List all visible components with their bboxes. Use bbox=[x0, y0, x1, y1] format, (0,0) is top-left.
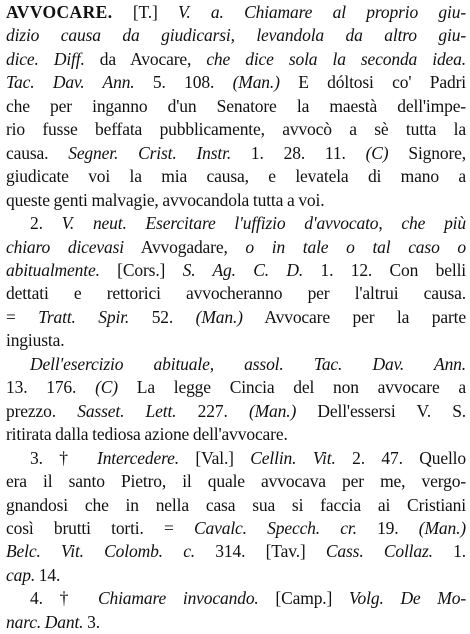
italic-text: dizio causa da giudicarsi, levandola da altro giu- bbox=[6, 25, 466, 46]
entry-text: prezzo. bbox=[6, 400, 78, 421]
entry-headword: AVVOCARE. bbox=[6, 2, 113, 22]
entry-text: 3. † bbox=[30, 447, 98, 468]
entry-text: così brutti torti. = bbox=[6, 517, 194, 538]
italic-text: Cavalc. Specch. cr. bbox=[193, 517, 357, 538]
entry-text: 1. bbox=[432, 541, 466, 562]
entry-line bbox=[6, 329, 466, 352]
italic-text: S. Ag. C. D. bbox=[182, 259, 304, 280]
entry-text: era il santo Pietro, il quale avvocava per me, vergo- bbox=[6, 471, 466, 492]
entry-text: 14. bbox=[35, 564, 61, 585]
entry-line bbox=[6, 353, 466, 376]
entry-line bbox=[6, 189, 466, 212]
italic-text: abitualmente. bbox=[6, 259, 100, 280]
italic-text: V. neut. Esercitare l'uffizio d'avvocato, che più bbox=[61, 213, 466, 234]
entry-line bbox=[6, 282, 466, 305]
entry-text: 52. bbox=[129, 306, 196, 327]
entry-text: 314. [Tav.] bbox=[195, 541, 326, 562]
entry-text: causa. bbox=[6, 142, 69, 163]
entry-text: Signore, bbox=[388, 142, 466, 163]
italic-text: Segner. Crist. Instr. bbox=[68, 142, 232, 163]
entry-text: da Avocare, bbox=[84, 48, 207, 69]
entry-text: [Cors.] bbox=[99, 259, 183, 280]
italic-text: (C) bbox=[95, 377, 118, 398]
entry-line bbox=[6, 540, 466, 563]
entry-line bbox=[6, 447, 466, 470]
entry-text: 1. 28. 11. bbox=[231, 142, 366, 163]
italic-text: Dell'esercizio abituale, assol. Tac. Dav. Ann. bbox=[30, 353, 466, 374]
entry-text: giudicate voi la mia causa, e levatela di mano a bbox=[6, 166, 466, 187]
entry-line bbox=[6, 48, 466, 71]
entry-text: ingiusta. bbox=[6, 330, 65, 351]
entry-line bbox=[6, 236, 466, 259]
entry-text: [T.] bbox=[112, 2, 179, 22]
italic-text: Cass. Collaz. bbox=[325, 541, 433, 562]
entry-text: Avvocare per la parte bbox=[242, 306, 466, 327]
entry-line bbox=[6, 376, 466, 399]
italic-text: Tratt. Spir. bbox=[38, 306, 130, 327]
italic-text: V. a. Chiamare al proprio giu- bbox=[178, 2, 466, 22]
entry-text: gnandosi che in nella casa sua si faccia ai Cristiani bbox=[6, 494, 466, 515]
italic-text: (Man.) bbox=[195, 306, 243, 327]
entry-text: 13. 176. bbox=[6, 377, 96, 398]
entry-text: La legge Cincia del non avvocare a bbox=[117, 377, 466, 398]
italic-text: Tac. Dav. Ann. bbox=[6, 72, 135, 93]
entry-line bbox=[6, 95, 466, 118]
italic-text: (C) bbox=[365, 142, 389, 163]
entry-line bbox=[6, 259, 466, 282]
entry-line bbox=[6, 24, 466, 47]
entry-text: 1. 12. Con belli bbox=[303, 259, 466, 280]
entry-line bbox=[6, 611, 466, 634]
entry-text: [Camp.] bbox=[258, 588, 349, 609]
entry-text: [Val.] bbox=[178, 447, 251, 468]
entry-text: Dell'essersi V. S. bbox=[296, 400, 466, 421]
entry-text: 227. bbox=[176, 400, 249, 421]
italic-text: o in tale o tal caso o bbox=[245, 236, 466, 257]
entry-text: rio fusse beffata pubblicamente, avvocò a sè tutta la bbox=[6, 119, 466, 140]
entry-line bbox=[6, 118, 466, 141]
italic-text: che dice sola la seconda idea. bbox=[206, 48, 466, 69]
italic-text: Belc. Vit. Colomb. c. bbox=[6, 541, 196, 562]
entry-text: = bbox=[6, 306, 39, 327]
italic-text: Intercedere. bbox=[97, 447, 179, 468]
entry-text: 4. † bbox=[30, 588, 98, 609]
italic-text: Volg. De Mo- bbox=[348, 588, 466, 609]
entry-line bbox=[6, 400, 466, 423]
italic-text: dice. Diff. bbox=[6, 48, 85, 69]
italic-text: (Man.) bbox=[232, 72, 280, 93]
entry-line bbox=[6, 165, 466, 188]
entry-text: E dóltosi co' Padri bbox=[279, 72, 466, 93]
entry-line bbox=[6, 142, 466, 165]
italic-text: cap. bbox=[6, 564, 36, 585]
entry-line bbox=[6, 1, 466, 24]
italic-text: Cellin. Vit. bbox=[250, 447, 336, 468]
entry-text: 2. bbox=[30, 213, 62, 234]
entry-text: ritirata dalla tediosa azione dell'avvocare. bbox=[6, 424, 288, 445]
entry-line bbox=[6, 470, 466, 493]
italic-text: narc. Dant. bbox=[6, 611, 84, 632]
entry-line bbox=[6, 423, 466, 446]
entry-line bbox=[6, 517, 466, 540]
entry-text: che per inganno d'un Senatore la maestà dell'impe- bbox=[6, 95, 466, 116]
italic-text: Sasset. Lett. bbox=[77, 400, 177, 421]
entry-line bbox=[6, 587, 466, 610]
entry-line bbox=[6, 71, 466, 94]
entry-text: queste genti malvagie, avvocandola tutta a voi. bbox=[6, 189, 325, 210]
entry-line bbox=[6, 564, 466, 587]
entry-text: 19. bbox=[356, 517, 419, 538]
entry-text: 2. 47. Quello bbox=[335, 447, 466, 468]
entry-text: dettati e rettorici avvocheranno per l'altrui causa. bbox=[6, 283, 466, 304]
entry-line bbox=[6, 494, 466, 517]
italic-text: (Man.) bbox=[418, 517, 466, 538]
entry-line bbox=[6, 306, 466, 329]
italic-text: (Man.) bbox=[248, 400, 297, 421]
entry-text: 5. 108. bbox=[134, 72, 233, 93]
italic-text: Chiamare invocando. bbox=[97, 588, 259, 609]
entry-text: 3. bbox=[83, 611, 100, 632]
italic-text: chiaro dicevasi bbox=[6, 236, 124, 257]
entry-text: Avvogadare, bbox=[124, 236, 246, 257]
entry-line bbox=[6, 212, 466, 235]
